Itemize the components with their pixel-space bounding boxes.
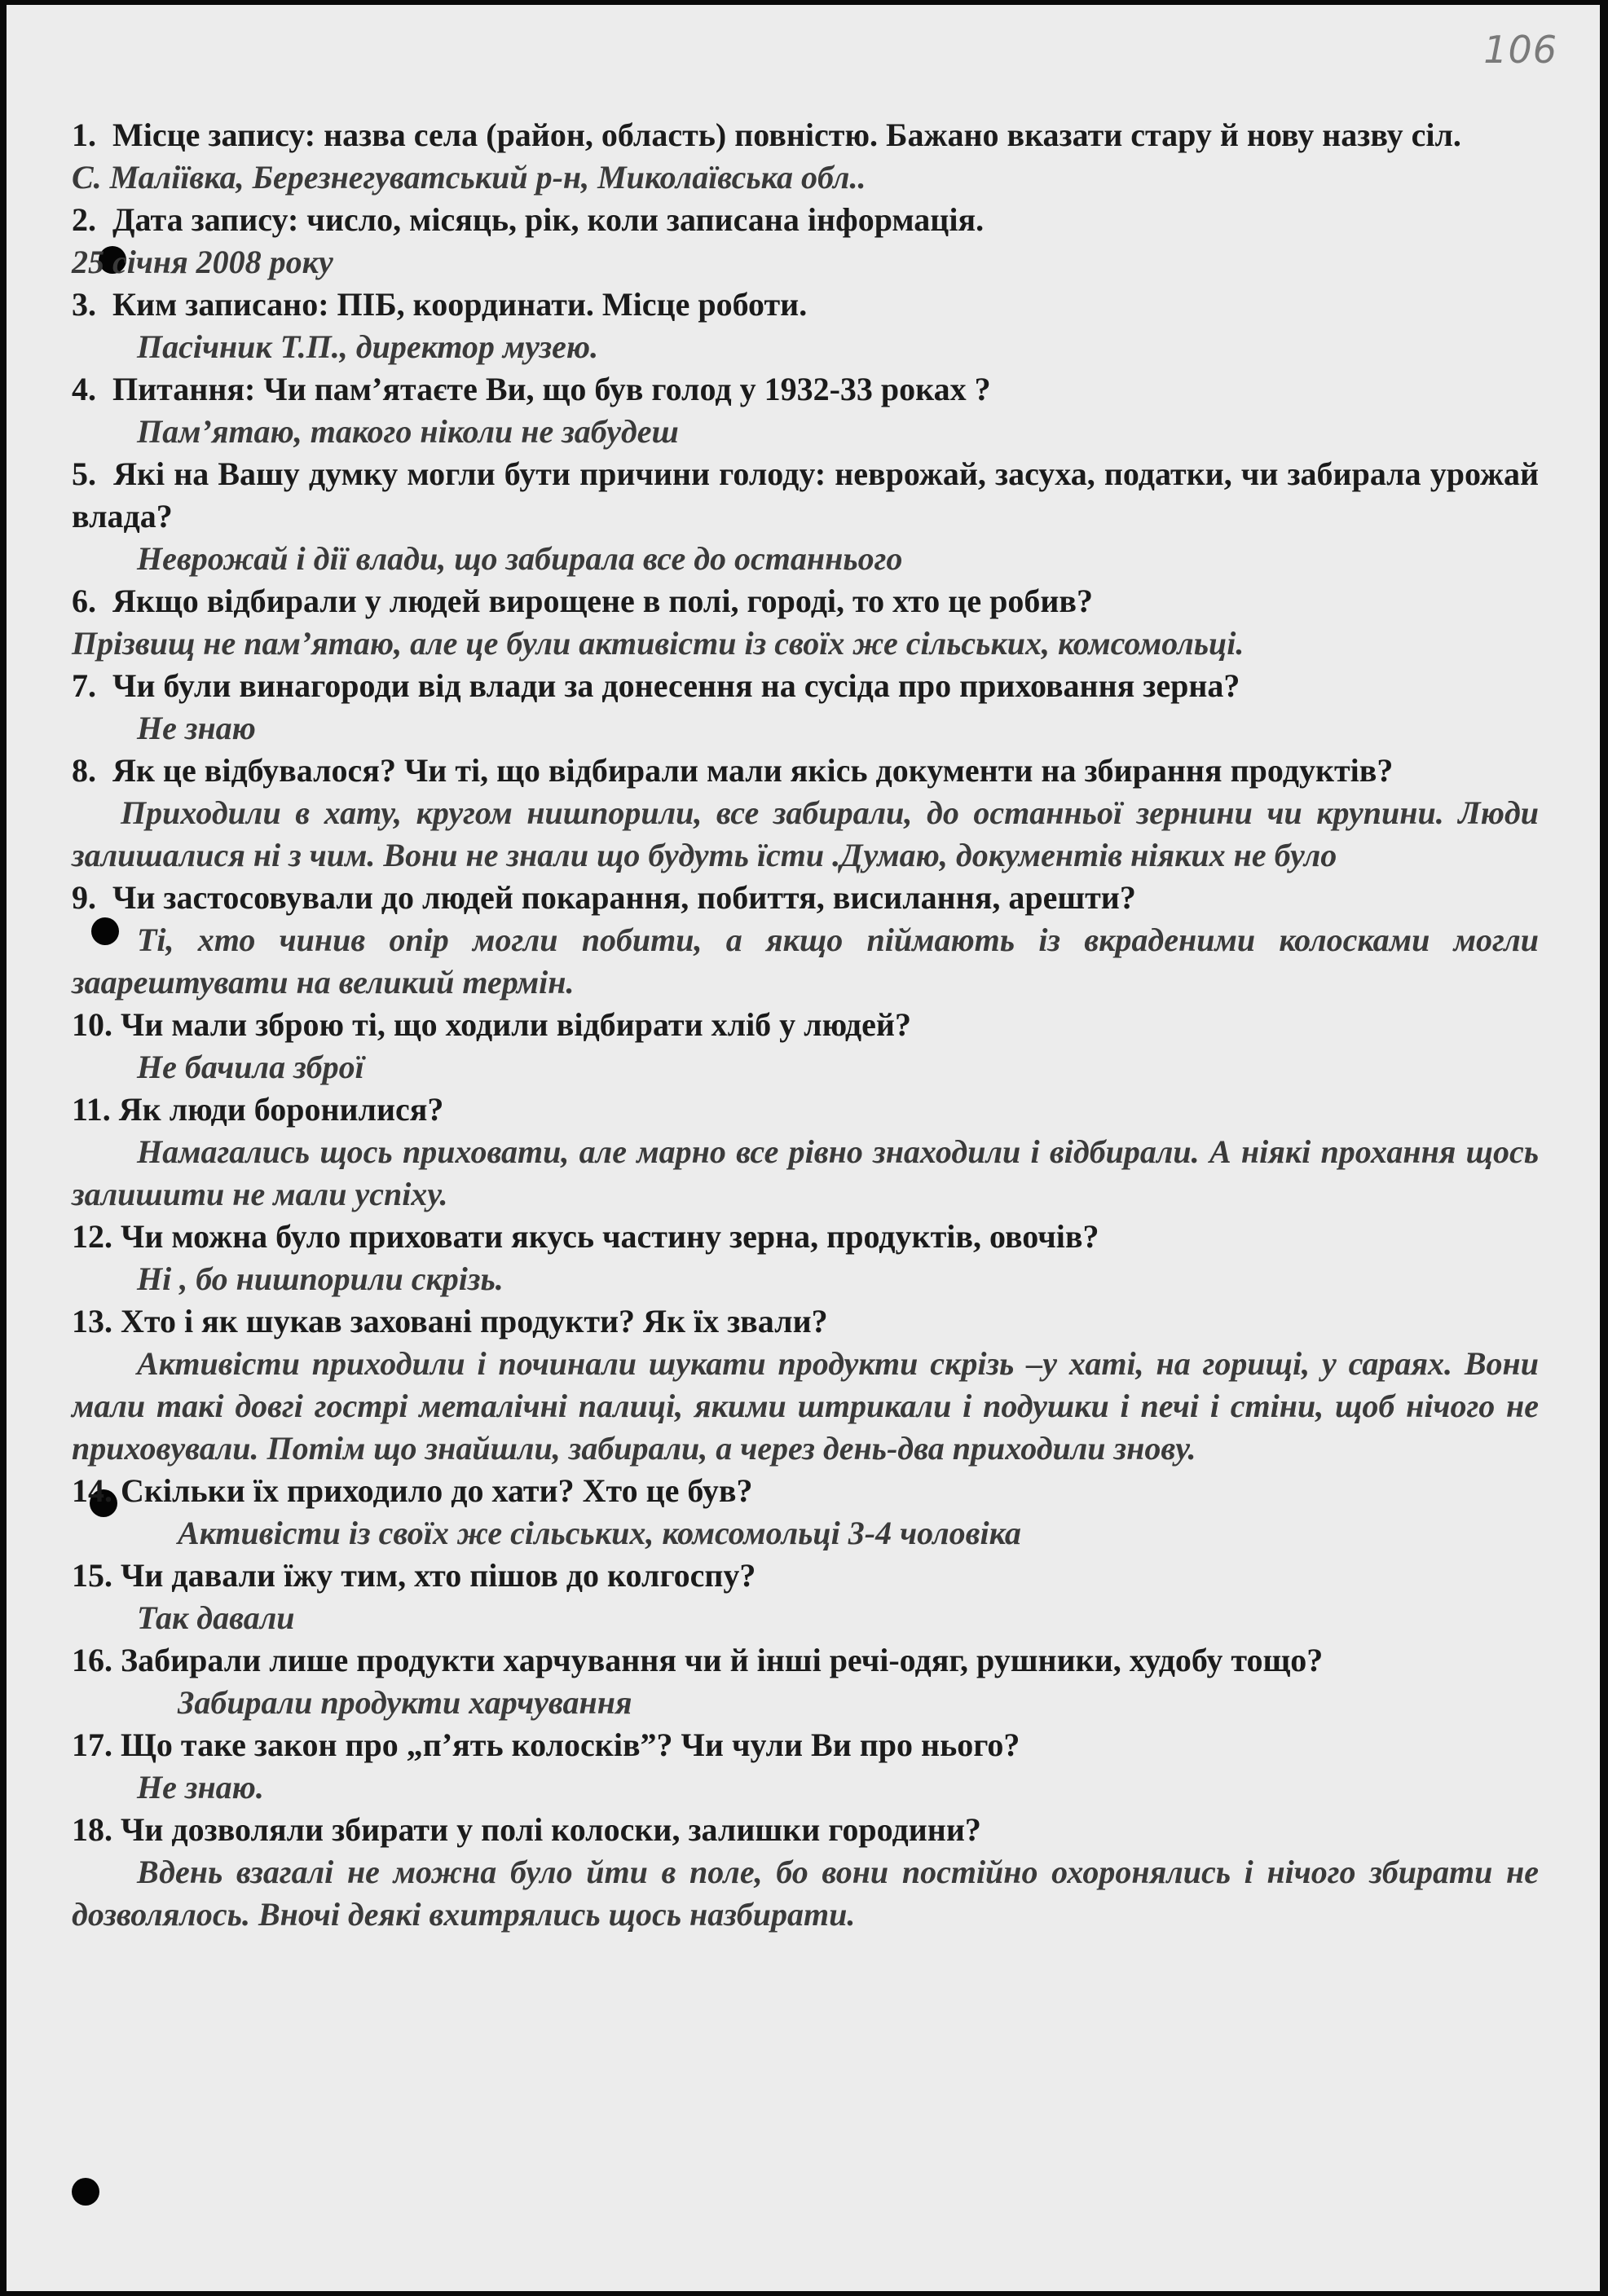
question-4: 4. Питання: Чи пам’ятаєте Ви, що був голод у 1932-33 роках ? (72, 371, 991, 407)
question-14: 14. Скільки їх приходило до хати? Хто це був? (72, 1472, 753, 1509)
question-11: 11. Як люди боронилися? (72, 1091, 444, 1128)
answer-18: Вдень взагалі не можна було йти в поле, бо вони постійно охоронялись і нічого збирати не дозволялось. Вночі деякі вхитрялись щось назбирати. (72, 1854, 1539, 1933)
answer-17: Не знаю. (137, 1769, 264, 1806)
answer-8: Приходили в хату, кругом нишпорили, все забирали, до останньої зернини чи крупини. Люди залишалися ні з чим. Вони не знали що будуть їсти .Думаю, документів ніяких не було (72, 794, 1539, 873)
question-12: 12. Чи можна було приховати якусь частину зерна, продуктів, овочів? (72, 1218, 1099, 1255)
question-16: 16. Забирали лише продукти харчування чи й інші речі-одяг, рушники, худобу тощо? (72, 1642, 1324, 1678)
answer-6: Прізвищ не пам’ятаю, але це були активісти із своїх же сільських, комсомольці. (72, 625, 1245, 662)
answer-16: Забирали продукти харчування (178, 1684, 632, 1721)
answer-2: 25 січня 2008 року (72, 244, 333, 280)
answer-10: Не бачила зброї (137, 1049, 364, 1085)
question-10: 10. Чи мали зброю ті, що ходили відбирати хліб у людей? (72, 1006, 911, 1043)
answer-12: Ні , бо нишпорили скрізь. (137, 1260, 504, 1297)
answer-5: Неврожай і дії влади, що забирала все до останнього (137, 540, 903, 577)
question-9: 9. Чи застосовували до людей покарання, побиття, висилання, арешти? (72, 879, 1136, 916)
question-8: 8. Як це відбувалося? Чи ті, що відбирали мали якісь документи на збирання продуктів? (72, 752, 1394, 789)
question-5: 5. Які на Вашу думку могли бути причини голоду: неврожай, засуха, податки, чи забирала урожай влада? (72, 455, 1540, 534)
question-18: 18. Чи дозволяли збирати у полі колоски, залишки городини? (72, 1811, 981, 1848)
question-17: 17. Що таке закон про „п’ять колосків”? Чи чули Ви про нього? (72, 1726, 1020, 1763)
question-7: 7. Чи були винагороди від влади за донесення на сусіда про приховання зерна? (72, 667, 1240, 704)
answer-11: Намагались щось приховати, але марно все рівно знаходили і відбирали. А ніякі прохання щось залишити не мали успіху. (72, 1133, 1539, 1212)
question-6: 6. Якщо відбирали у людей вирощене в полі, городі, то хто це робив? (72, 583, 1093, 619)
question-1: 1. Місце запису: назва села (район, область) повністю. Бажано вказати стару й нову назву сіл. (72, 117, 1461, 153)
answer-1: С. Маліївка, Березнегуватський р-н, Миколаївська обл.. (72, 159, 866, 196)
answer-14: Активісти із своїх же сільських, комсомольці 3-4 чоловіка (178, 1515, 1021, 1551)
answer-4: Пам’ятаю, такого ніколи не забудеш (137, 413, 679, 450)
answer-15: Так давали (137, 1599, 295, 1636)
question-15: 15. Чи давали їжу тим, хто пішов до колгоспу? (72, 1557, 756, 1594)
page-number: 106 (1483, 28, 1557, 72)
answer-9: Ті, хто чинив опір могли побити, а якщо піймають із вкраденими колосками могли заарештувати на великий термін. (72, 921, 1539, 1001)
document-page (7, 5, 1600, 2291)
question-2: 2. Дата запису: число, місяць, рік, коли записана інформація. (72, 201, 985, 238)
question-13: 13. Хто і як шукав заховані продукти? Як їх звали? (72, 1303, 828, 1339)
questionnaire (72, 114, 1539, 1936)
question-3: 3. Ким записано: ПІБ, координати. Місце роботи. (72, 286, 808, 323)
answer-3: Пасічник Т.П., директор музею. (137, 328, 599, 365)
answer-13: Активісти приходили і починали шукати продукти скрізь –у хаті, на горищі, у сараях. Вони мали такі довгі гострі металічні палиці, якими штрикали і подушки і печі і стіни, щоб нічого не приховували. Потім що знайшли, забирали, а через день-два приходили знову. (72, 1345, 1539, 1467)
answer-7: Не знаю (137, 710, 256, 746)
punch-hole (72, 2178, 99, 2206)
